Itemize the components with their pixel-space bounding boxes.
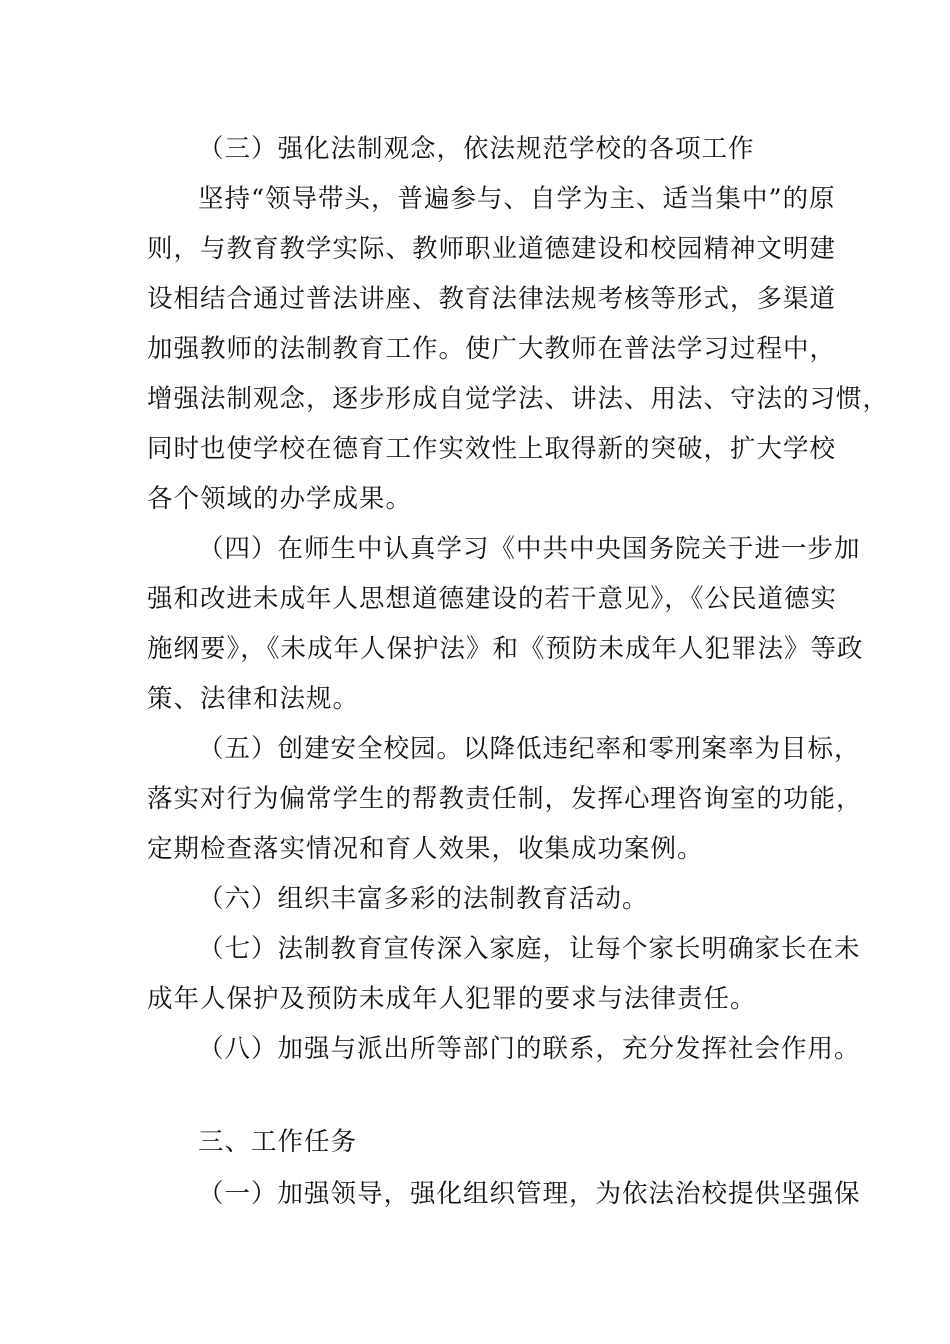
item-4-line: 施纲要》，《未成年人保护法》和《预防未成年人犯罪法》等政 [147,634,864,664]
paragraph-line: 各个领域的办学成果。 [147,484,413,514]
paragraph-line: 同时也使学校在德育工作实效性上取得新的突破，扩大学校 [147,434,837,464]
section-heading: 三、工作任务 [198,1127,358,1157]
paragraph-line: 设相结合通过普法讲座、教育法律法规考核等形式，多渠道 [147,284,837,314]
section-item-1-line: （一）加强领导，强化组织管理，为依法治校提供坚强保 [198,1179,861,1209]
item-4-line: 策、法律和法规。 [147,684,360,714]
item-4-line: （四）在师生中认真学习《中共中央国务院关于进一步加 [198,534,861,564]
item-3-heading: （三）强化法制观念，依法规范学校的各项工作 [198,134,755,164]
item-5-line: （五）创建安全校园。以降低违纪率和零刑案率为目标， [198,734,861,764]
paragraph-line: 坚持“领导带头，普遍参与、自学为主、适当集中”的原 [198,184,836,214]
item-7-line: 成年人保护及预防未成年人犯罪的要求与法律责任。 [147,984,757,1014]
item-5-line: 定期检查落实情况和育人效果，收集成功案例。 [147,834,704,864]
paragraph-line: 则，与教育教学实际、教师职业道德建设和校园精神文明建 [147,234,837,264]
item-8-line: （八）加强与派出所等部门的联系，充分发挥社会作用。 [198,1034,861,1064]
item-7-line: （七）法制教育宣传深入家庭，让每个家长明确家长在未 [198,934,861,964]
paragraph-line: 增强法制观念，逐步形成自觉学法、讲法、用法、守法的习惯， [147,384,890,414]
paragraph-line: 加强教师的法制教育工作。使广大教师在普法学习过程中， [147,334,837,364]
item-4-line: 强和改进未成年人思想道德建设的若干意见》，《公民道德实 [147,584,838,614]
item-6-line: （六）组织丰富多彩的法制教育活动。 [198,884,649,914]
item-5-line: 落实对行为偏常学生的帮教责任制，发挥心理咨询室的功能， [147,784,863,814]
